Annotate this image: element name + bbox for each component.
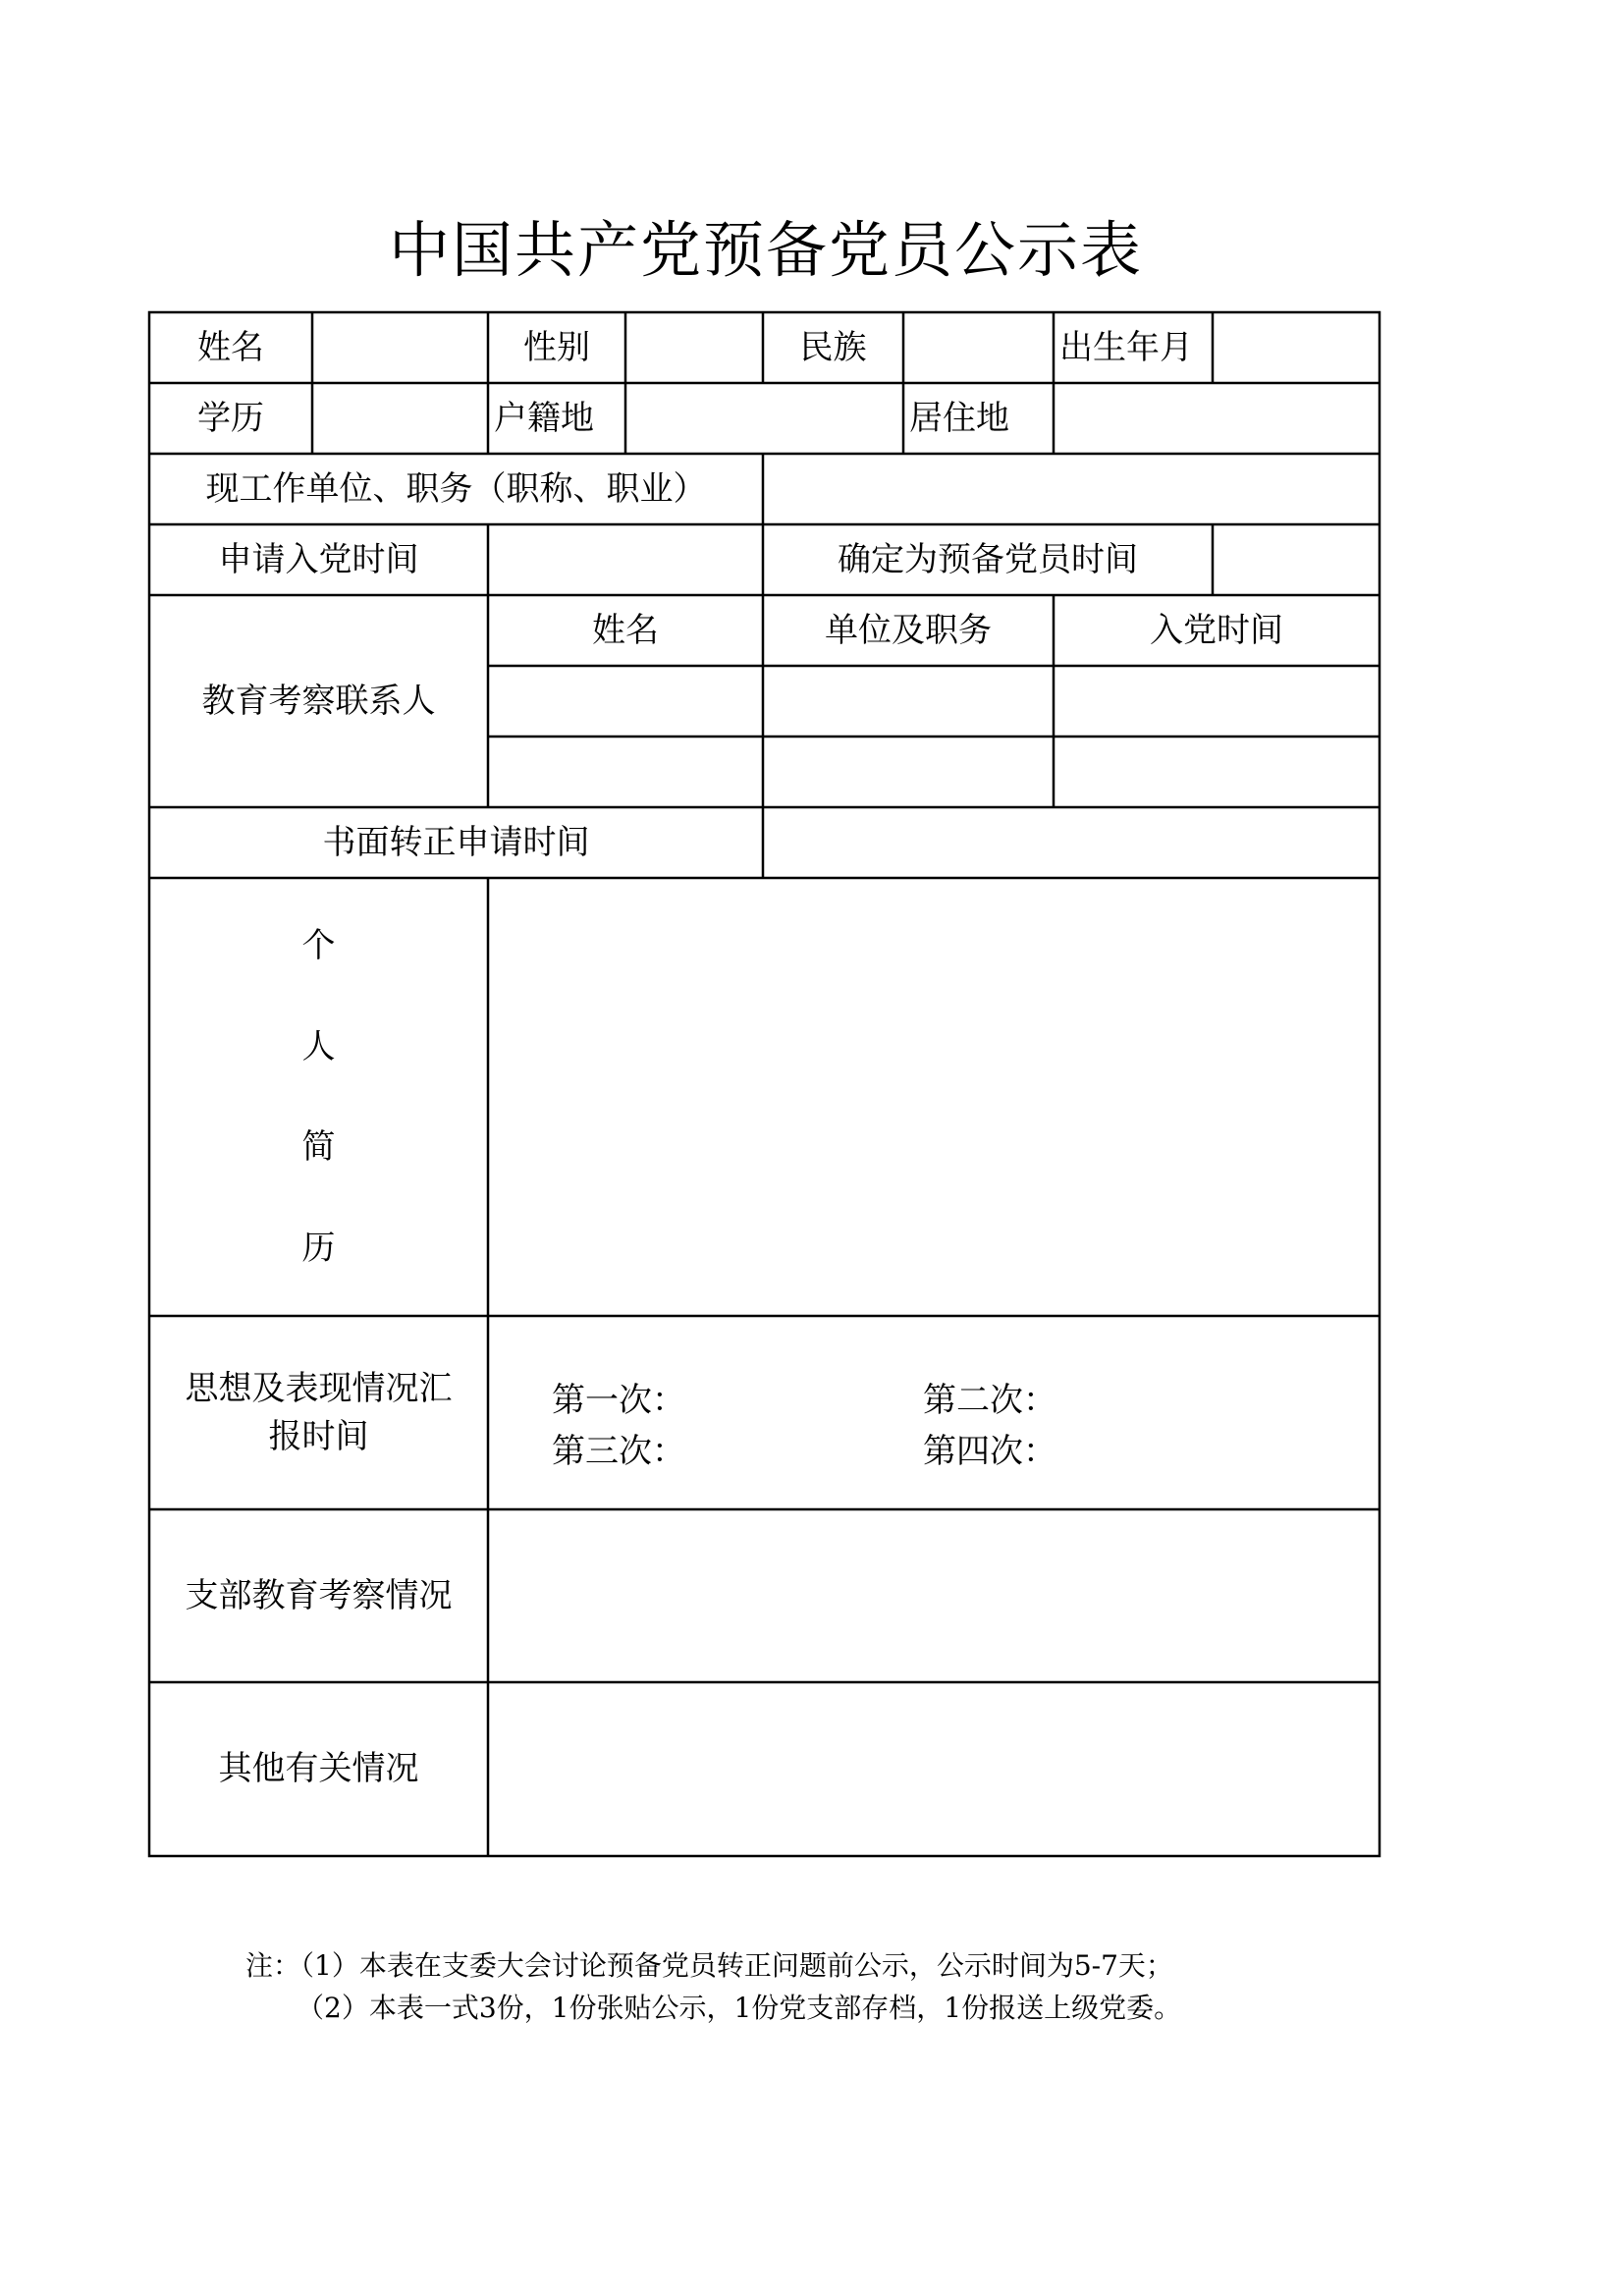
- education-label: 学历: [197, 398, 264, 438]
- written-application-label: 书面转正申请时间: [322, 822, 590, 862]
- name-label: 姓名: [197, 327, 264, 367]
- contact1-join-field[interactable]: [1054, 666, 1380, 737]
- contacts-col-name: 姓名: [592, 610, 659, 650]
- ethnicity-field[interactable]: [903, 312, 1054, 383]
- report-fourth-label: 第四次：: [923, 1432, 1056, 1471]
- resume-label-char: 人: [301, 1026, 336, 1066]
- apply-time-label: 申请入党时间: [218, 539, 419, 579]
- workplace-field[interactable]: [763, 454, 1380, 524]
- education-field[interactable]: [312, 383, 488, 454]
- probation-time-label: 确定为预备党员时间: [838, 539, 1138, 579]
- contacts-col-unit: 单位及职务: [825, 610, 992, 650]
- resume-label-char: 个: [301, 926, 336, 965]
- residence-label: 居住地: [909, 398, 1009, 438]
- hukou-label: 户籍地: [494, 398, 594, 438]
- resume-label: [149, 878, 488, 1316]
- other-info-label: 其他有关情况: [218, 1749, 419, 1789]
- resume-label-char: 历: [301, 1228, 336, 1268]
- workplace-label: 现工作单位、职务（职称、职业）: [205, 468, 707, 509]
- resume-label-char: 简: [301, 1127, 336, 1167]
- report-first-label: 第一次：: [552, 1381, 685, 1420]
- report-third-label: 第三次：: [552, 1432, 685, 1471]
- birth-date-field[interactable]: [1213, 312, 1380, 383]
- form-title: 中国共产党预备党员公示表: [388, 214, 1143, 286]
- contact1-name-field[interactable]: [488, 666, 763, 737]
- contact2-unit-field[interactable]: [763, 737, 1054, 807]
- note-line-2: （2）本表一式3份，1份张贴公示，1份党支部存档，1份报送上级党委。: [297, 1992, 1182, 2024]
- report-time-label-line1: 思想及表现情况汇: [185, 1369, 453, 1408]
- report-time-label-line2: 报时间: [268, 1416, 369, 1456]
- probation-time-field[interactable]: [1213, 524, 1380, 595]
- written-application-field[interactable]: [763, 807, 1380, 878]
- birth-date-label: 出生年月: [1059, 327, 1193, 367]
- residence-field[interactable]: [1054, 383, 1380, 454]
- contact2-join-field[interactable]: [1054, 737, 1380, 807]
- ethnicity-label: 民族: [799, 327, 867, 367]
- name-field[interactable]: [312, 312, 488, 383]
- other-info-field[interactable]: [488, 1682, 1380, 1856]
- branch-review-field[interactable]: [488, 1509, 1380, 1682]
- report-second-label: 第二次：: [923, 1381, 1056, 1420]
- apply-time-field[interactable]: [488, 524, 763, 595]
- report-time-label: [149, 1316, 488, 1509]
- gender-field[interactable]: [625, 312, 763, 383]
- contact2-name-field[interactable]: [488, 737, 763, 807]
- contact1-unit-field[interactable]: [763, 666, 1054, 737]
- hukou-field[interactable]: [625, 383, 903, 454]
- branch-review-label: 支部教育考察情况: [185, 1575, 453, 1615]
- note-line-1: 注：（1）本表在支委大会讨论预备党员转正问题前公示，公示时间为5-7天；: [245, 1949, 1173, 1982]
- contacts-col-join-time: 入党时间: [1150, 610, 1283, 650]
- contacts-label: 教育考察联系人: [201, 681, 436, 721]
- resume-field[interactable]: [488, 878, 1380, 1316]
- gender-label: 性别: [523, 327, 590, 367]
